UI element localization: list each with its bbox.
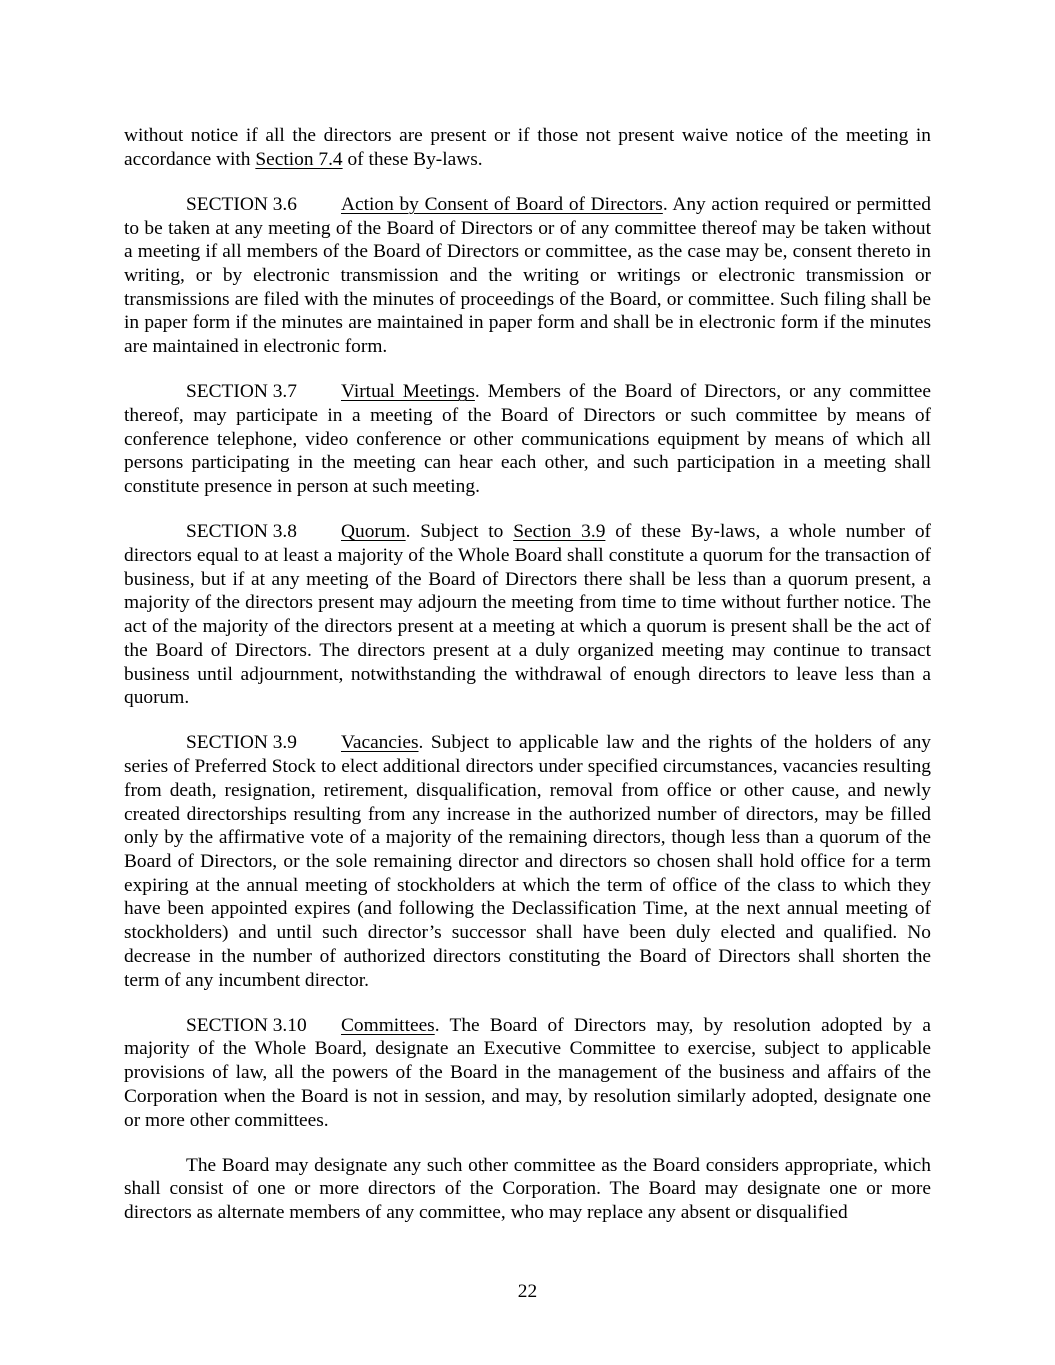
section-3-7-title: Virtual Meetings: [341, 381, 475, 403]
section-3-9-number: SECTION 3.9: [186, 732, 297, 754]
section-3-10-body: . The Board of Directors may, by resolution adopted by a majority of the Whole Board, designate an Executive Committee to exercise, subject to applicable provisions of law, all the powers of the Board in the management of the business and affairs of the Corporation when the Board is not in session, and may, by resolution similarly adopted, designate one or more other committees.: [124, 1014, 931, 1131]
continuation-text: without notice if all the directors are present or if those not present waive notice of the meeting in accordance with: [124, 125, 931, 170]
document-page: [124, 124, 931, 1225]
section-3-8-number: SECTION 3.8: [186, 521, 297, 543]
section-3-10-title: Committees: [341, 1014, 435, 1036]
section-3-8-body-start: . Subject to: [405, 521, 514, 543]
continuation-paragraph: [124, 124, 931, 171]
section-3-8-paragraph: [124, 520, 931, 710]
section-3-8-title: Quorum: [341, 521, 406, 543]
section-3-10-paragraph: [124, 1014, 931, 1133]
section-3-9-paragraph: [124, 731, 931, 992]
page-number: 22: [517, 1281, 538, 1302]
section-3-7-paragraph: [124, 380, 931, 499]
committee-designation-paragraph: The Board may designate any such other committee as the Board considers appropriate, which shall consist of one or more directors of the Corporation. The Board may designate one or more directors as alternate members of any committee, who may replace any absent or disqualified: [124, 1154, 931, 1224]
section-3-9-body: . Subject to applicable law and the rights of the holders of any series of Preferred Stock to elect additional directors under specified circumstances, vacancies resulting from death, resignation, retirement, disqualification, removal from office or other cause, and newly created directorships resulting from any increase in the authorized number of directors, may be filled only by the affirmative vote of a majority of the remaining directors, though less than a quorum of the Board of Directors, or the sole remaining director and directors so chosen shall hold office for a term expiring at the annual meeting of stockholders at which the term of office of the class to which they have been appointed expires (and following the Declassification Time, at the next annual meeting of stockholders) and until such director’s successor shall have been duly elected and qualified. No decrease in the number of authorized directors constituting the Board of Directors shall shorten the term of any incumbent director.: [124, 732, 931, 991]
section-3-6-title: Action by Consent of Board of Directors: [341, 193, 663, 215]
section-3-8-body-end: of these By-laws, a whole number of directors equal to at least a majority of the Whole Board shall constitute a quorum for the transaction of business, but if at any meeting of the Board of Directors there shall be less than a quorum present, a majority of the directors present may adjourn the meeting from time to time without further notice. The act of the majority of the directors present at a meeting at which a quorum is present shall be the act of the Board of Directors. The directors present at a duly organized meeting may continue to transact business until adjournment, notwithstanding the withdrawal of enough directors to leave less than a quorum.: [124, 521, 931, 709]
section-3-10-number: SECTION 3.10: [186, 1014, 307, 1036]
section-3-9-title: Vacancies: [341, 732, 419, 754]
section-3-7-body: . Members of the Board of Directors, or any committee thereof, may participate in a meeting of the Board of Directors or such committee by means of conference telephone, video conference or other communications equipment by means of which all persons participating in the meeting can hear each other, and such participation in a meeting shall constitute presence in person at such meeting.: [124, 381, 931, 498]
section-7-4-reference: Section 7.4: [255, 148, 343, 170]
section-3-6-body: . Any action required or permitted to be taken at any meeting of the Board of Directors or of any committee thereof may be taken without a meeting if all members of the Board of Directors or committee, as the case may be, consent thereto in writing, or by electronic transmission and the writing or writings or electronic transmission or transmissions are filed with the minutes of proceedings of the Board, or committee. Such filing shall be in paper form if the minutes are maintained in paper form and shall be in electronic form if the minutes are maintained in electronic form.: [124, 193, 931, 358]
section-3-6-number: SECTION 3.6: [186, 193, 297, 215]
section-3-6-paragraph: [124, 193, 931, 359]
continuation-text-end: of these By-laws.: [342, 148, 483, 170]
section-3-7-number: SECTION 3.7: [186, 381, 297, 403]
section-3-9-reference: Section 3.9: [513, 521, 606, 543]
